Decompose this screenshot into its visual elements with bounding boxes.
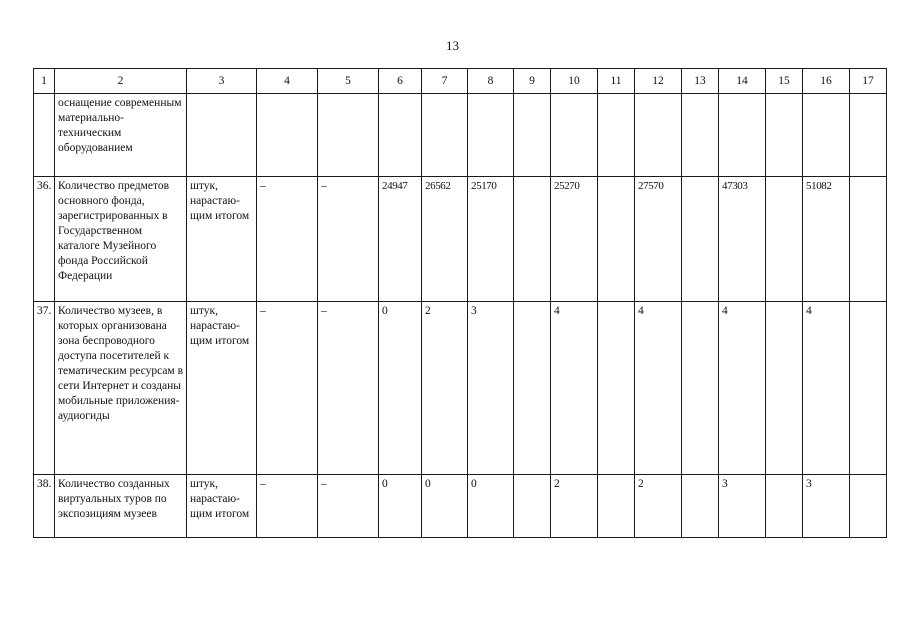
value-cell: 3 [719, 475, 766, 538]
value-cell [635, 94, 682, 177]
value-cell [551, 94, 598, 177]
value-cell: 24947 [379, 177, 422, 302]
column-header: 13 [682, 69, 719, 94]
value-cell: – [257, 177, 318, 302]
value-cell: 4 [803, 302, 850, 475]
value-cell [468, 94, 514, 177]
value-cell [850, 94, 887, 177]
column-header: 17 [850, 69, 887, 94]
value-cell [422, 94, 468, 177]
value-cell [850, 475, 887, 538]
value-cell [598, 475, 635, 538]
indicator-name: Количество предметов основного фонда, зарегистрированных в Государственном каталоге Музейного фонда Российской Федерации [55, 177, 187, 302]
unit-cell: штук, нарастаю-щим итогом [187, 475, 257, 538]
column-header: 8 [468, 69, 514, 94]
value-cell [850, 177, 887, 302]
column-header: 12 [635, 69, 682, 94]
indicator-name: Количество музеев, в которых организована зона беспроводного доступа посетителей к тематическим ресурсам в сети Интернет и созданы мобильные приложения-аудиогиды [55, 302, 187, 475]
table-row [34, 475, 887, 538]
table-row [34, 302, 887, 475]
column-header: 10 [551, 69, 598, 94]
value-cell: 47303 [719, 177, 766, 302]
unit-cell [187, 94, 257, 177]
column-header: 6 [379, 69, 422, 94]
indicators-table [33, 68, 887, 538]
value-cell [514, 94, 551, 177]
column-header: 11 [598, 69, 635, 94]
value-cell: 3 [468, 302, 514, 475]
value-cell [514, 302, 551, 475]
column-header: 14 [719, 69, 766, 94]
value-cell: 4 [719, 302, 766, 475]
column-header: 9 [514, 69, 551, 94]
value-cell: – [318, 302, 379, 475]
value-cell [514, 177, 551, 302]
value-cell [682, 177, 719, 302]
value-cell: – [318, 475, 379, 538]
unit-cell: штук, нарастаю-щим итогом [187, 177, 257, 302]
value-cell: 0 [422, 475, 468, 538]
value-cell [598, 302, 635, 475]
column-header: 1 [34, 69, 55, 94]
value-cell [766, 475, 803, 538]
value-cell [766, 94, 803, 177]
column-header: 15 [766, 69, 803, 94]
value-cell [719, 94, 766, 177]
value-cell [257, 94, 318, 177]
column-number-row [34, 69, 887, 94]
column-header: 16 [803, 69, 850, 94]
value-cell [682, 94, 719, 177]
value-cell [598, 94, 635, 177]
page-number: 13 [446, 38, 459, 53]
column-header: 3 [187, 69, 257, 94]
indicator-name: Количество созданных виртуальных туров по экспозициям музеев [55, 475, 187, 538]
value-cell [598, 177, 635, 302]
value-cell [803, 94, 850, 177]
value-cell: 4 [551, 302, 598, 475]
column-header: 7 [422, 69, 468, 94]
value-cell [850, 302, 887, 475]
unit-cell: штук, нарастаю-щим итогом [187, 302, 257, 475]
value-cell: 0 [379, 302, 422, 475]
table-row [34, 94, 887, 177]
value-cell [682, 475, 719, 538]
value-cell [318, 94, 379, 177]
value-cell [514, 475, 551, 538]
value-cell: – [257, 302, 318, 475]
row-number [34, 94, 55, 177]
value-cell: 25270 [551, 177, 598, 302]
value-cell: 2 [422, 302, 468, 475]
table-row [34, 177, 887, 302]
column-header: 2 [55, 69, 187, 94]
value-cell: 2 [635, 475, 682, 538]
value-cell: 27570 [635, 177, 682, 302]
value-cell [766, 302, 803, 475]
row-number: 36. [34, 177, 55, 302]
value-cell: 2 [551, 475, 598, 538]
value-cell: 51082 [803, 177, 850, 302]
row-number: 37. [34, 302, 55, 475]
value-cell: – [318, 177, 379, 302]
value-cell [379, 94, 422, 177]
row-number: 38. [34, 475, 55, 538]
column-header: 5 [318, 69, 379, 94]
value-cell: 4 [635, 302, 682, 475]
value-cell: 26562 [422, 177, 468, 302]
value-cell: 3 [803, 475, 850, 538]
value-cell [682, 302, 719, 475]
value-cell: 0 [468, 475, 514, 538]
value-cell: – [257, 475, 318, 538]
value-cell [766, 177, 803, 302]
indicator-name: оснащение современным материально-техническим оборудованием [55, 94, 187, 177]
value-cell: 25170 [468, 177, 514, 302]
column-header: 4 [257, 69, 318, 94]
value-cell: 0 [379, 475, 422, 538]
